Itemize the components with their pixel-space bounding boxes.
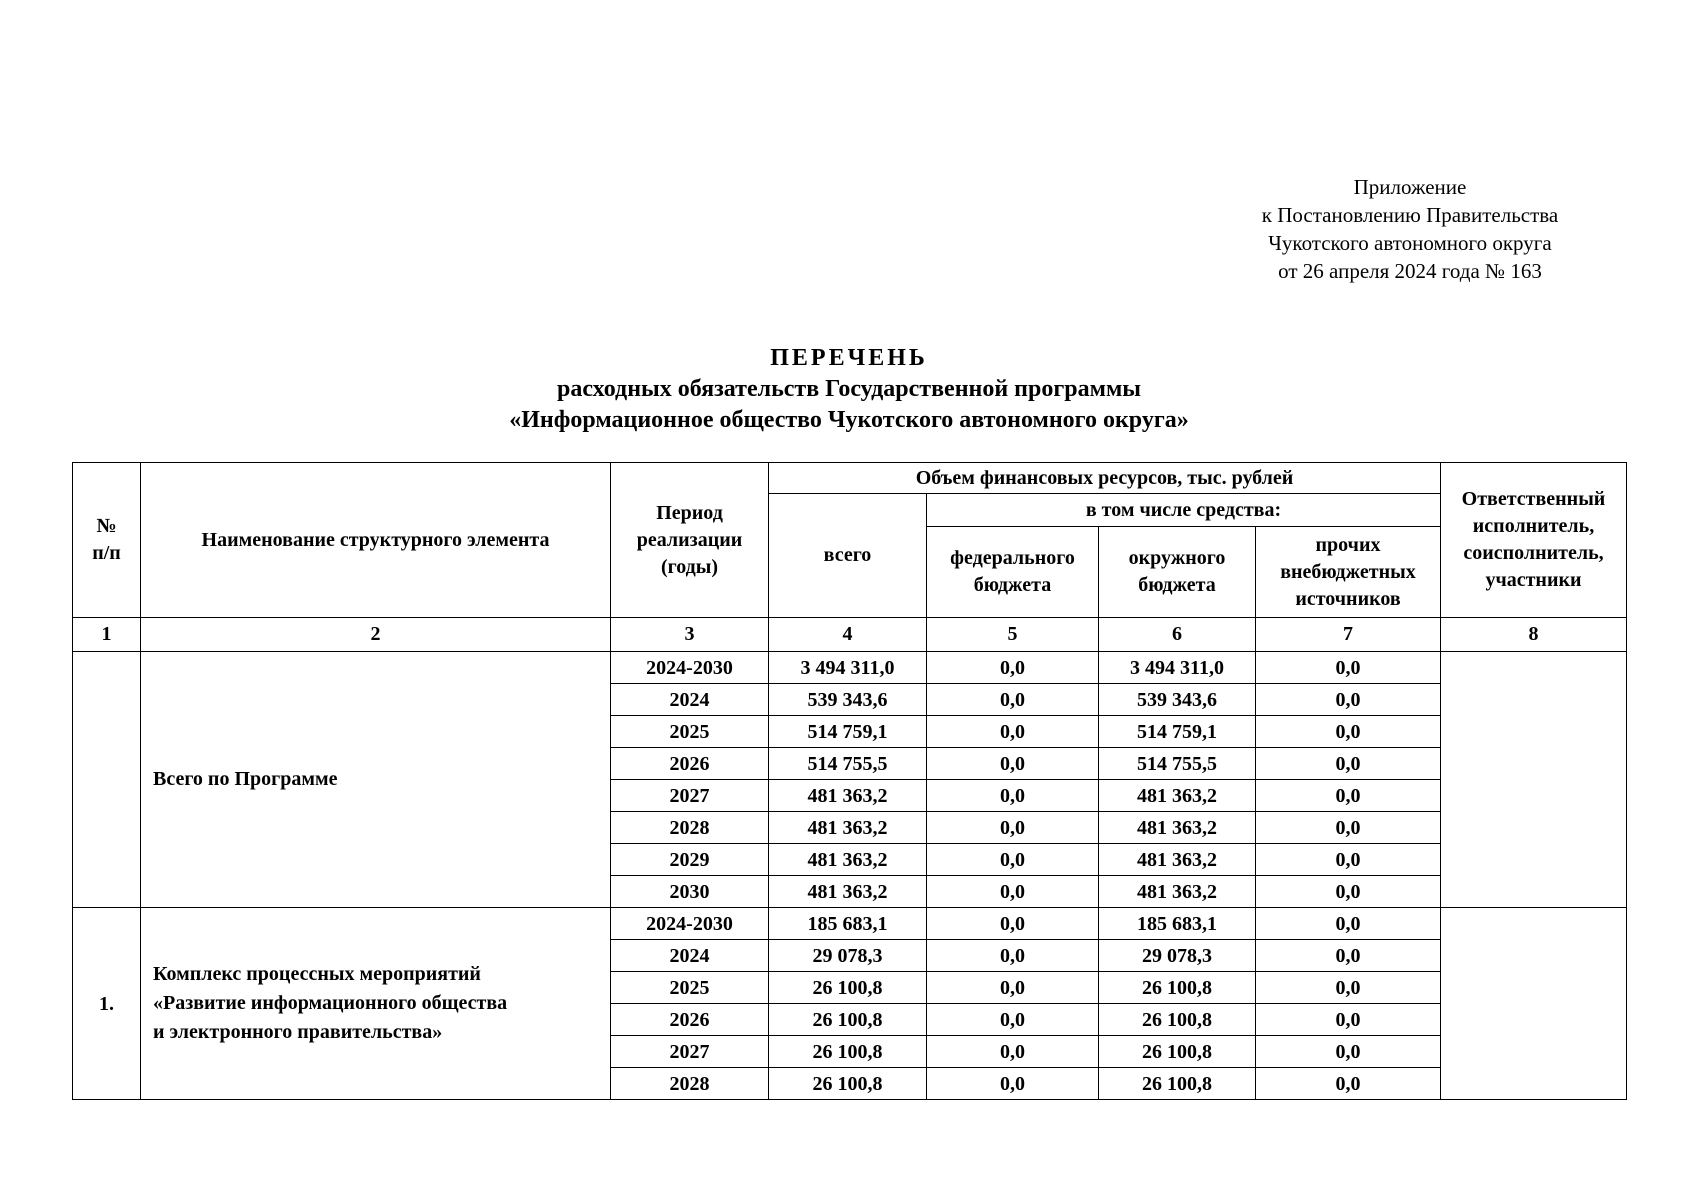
cell-district: 481 363,2 [1099,812,1256,844]
header-federal-line: федерального [950,547,1075,569]
cell-federal: 0,0 [927,684,1099,716]
header-period-line: Период [656,501,723,524]
cell-period: 2024-2030 [611,908,769,940]
structural-element-name [141,652,611,908]
cell-period: 2025 [611,716,769,748]
header-volume: Объем финансовых ресурсов, тыс. рублей [769,463,1441,494]
cell-district: 3 494 311,0 [1099,652,1256,684]
cell-district: 539 343,6 [1099,684,1256,716]
table-row [73,908,1627,940]
cell-federal: 0,0 [927,908,1099,940]
cell-district: 26 100,8 [1099,1068,1256,1100]
header-other-line: прочих [1315,533,1381,556]
structural-element-name-line: Комплекс процессных мероприятий [153,963,481,985]
cell-district: 185 683,1 [1099,908,1256,940]
cell-period: 2029 [611,844,769,876]
cell-district: 26 100,8 [1099,972,1256,1004]
cell-other: 0,0 [1256,1068,1441,1100]
title-heading: ПЕРЕЧЕНЬ [770,345,928,371]
cell-district: 26 100,8 [1099,1004,1256,1036]
header-num-line: п/п [92,542,121,564]
cell-other: 0,0 [1256,972,1441,1004]
cell-period: 2026 [611,748,769,780]
cell-other: 0,0 [1256,844,1441,876]
header-num-line: № [96,515,117,537]
cell-federal: 0,0 [927,780,1099,812]
cell-district: 481 363,2 [1099,876,1256,908]
header-district-line: окружного [1128,547,1226,569]
header-other-line: источников [1295,587,1401,610]
cell-period: 2027 [611,780,769,812]
row-number: 1. [73,908,141,1100]
appendix-line: Приложение [1353,175,1467,199]
cell-federal: 0,0 [927,876,1099,908]
expenditure-table [72,462,1627,1100]
header-responsible [1441,463,1627,618]
cell-district: 514 759,1 [1099,716,1256,748]
structural-element-name-line: Всего по Программе [153,768,338,790]
column-number: 3 [611,618,769,652]
cell-total: 26 100,8 [769,1004,927,1036]
cell-total: 26 100,8 [769,1036,927,1068]
header-including: в том числе средства: [927,494,1441,527]
cell-total: 26 100,8 [769,972,927,1004]
cell-period: 2024 [611,684,769,716]
header-district-line: бюджета [1138,574,1216,596]
column-number: 2 [141,618,611,652]
cell-federal: 0,0 [927,1036,1099,1068]
cell-other: 0,0 [1256,748,1441,780]
row-number [73,652,141,908]
cell-federal: 0,0 [927,748,1099,780]
cell-total: 29 078,3 [769,940,927,972]
header-period [611,463,769,618]
header-period-line: реализации [636,528,743,551]
cell-period: 2027 [611,1036,769,1068]
cell-period: 2025 [611,972,769,1004]
header-responsible-line: Ответственный [1461,488,1606,510]
table-row [73,652,1627,684]
cell-total: 481 363,2 [769,844,927,876]
structural-element-name-line: «Развитие информационного общества [153,992,508,1014]
header-num [73,463,141,618]
cell-other: 0,0 [1256,940,1441,972]
cell-other: 0,0 [1256,908,1441,940]
column-number: 6 [1099,618,1256,652]
structural-element-name [141,908,611,1100]
cell-total: 481 363,2 [769,876,927,908]
cell-other: 0,0 [1256,876,1441,908]
column-number: 7 [1256,618,1441,652]
cell-period: 2026 [611,1004,769,1036]
cell-district: 26 100,8 [1099,1036,1256,1068]
cell-other: 0,0 [1256,684,1441,716]
cell-district: 481 363,2 [1099,780,1256,812]
title-line-1: расходных обязательств Государственной программы [556,376,1142,402]
header-other-line: внебюджетных [1280,560,1416,583]
cell-other: 0,0 [1256,652,1441,684]
column-number: 4 [769,618,927,652]
document-title [0,343,1698,436]
appendix-line: от 26 апреля 2024 года № 163 [1278,259,1542,283]
column-number: 5 [927,618,1099,652]
appendix-line: Чукотского автономного округа [1268,231,1552,255]
header-responsible-line: исполнитель, [1472,515,1595,537]
cell-other: 0,0 [1256,812,1441,844]
header-total: всего [769,494,927,618]
responsible-cell [1441,908,1627,1100]
structural-element-name-line: и электронного правительства» [153,1021,443,1043]
cell-total: 539 343,6 [769,684,927,716]
cell-federal: 0,0 [927,812,1099,844]
cell-district: 29 078,3 [1099,940,1256,972]
header-responsible-line: соисполнитель, [1463,542,1604,564]
cell-federal: 0,0 [927,940,1099,972]
cell-total: 481 363,2 [769,780,927,812]
cell-total: 26 100,8 [769,1068,927,1100]
cell-period: 2028 [611,812,769,844]
title-line-2: «Информационное общество Чукотского автономного округа» [509,407,1189,433]
cell-total: 514 755,5 [769,748,927,780]
appendix-line: к Постановлению Правительства [1261,203,1559,227]
header-federal-line: бюджета [973,574,1052,596]
cell-other: 0,0 [1256,716,1441,748]
cell-federal: 0,0 [927,652,1099,684]
cell-period: 2024-2030 [611,652,769,684]
header-period-line: (годы) [660,555,719,578]
cell-federal: 0,0 [927,844,1099,876]
column-number: 1 [73,618,141,652]
cell-total: 514 759,1 [769,716,927,748]
header-other [1256,527,1441,618]
cell-total: 3 494 311,0 [769,652,927,684]
cell-period: 2024 [611,940,769,972]
cell-total: 185 683,1 [769,908,927,940]
cell-federal: 0,0 [927,1068,1099,1100]
appendix-block [1180,173,1640,285]
column-number-row [73,618,1627,652]
cell-other: 0,0 [1256,1036,1441,1068]
cell-district: 514 755,5 [1099,748,1256,780]
header-district [1099,527,1256,618]
cell-total: 481 363,2 [769,812,927,844]
cell-federal: 0,0 [927,972,1099,1004]
cell-other: 0,0 [1256,780,1441,812]
cell-period: 2030 [611,876,769,908]
column-number: 8 [1441,618,1627,652]
cell-district: 481 363,2 [1099,844,1256,876]
cell-federal: 0,0 [927,716,1099,748]
header-name: Наименование структурного элемента [141,463,611,618]
header-federal [927,527,1099,618]
responsible-cell [1441,652,1627,908]
header-responsible-line: участники [1485,569,1582,591]
cell-other: 0,0 [1256,1004,1441,1036]
cell-period: 2028 [611,1068,769,1100]
cell-federal: 0,0 [927,1004,1099,1036]
